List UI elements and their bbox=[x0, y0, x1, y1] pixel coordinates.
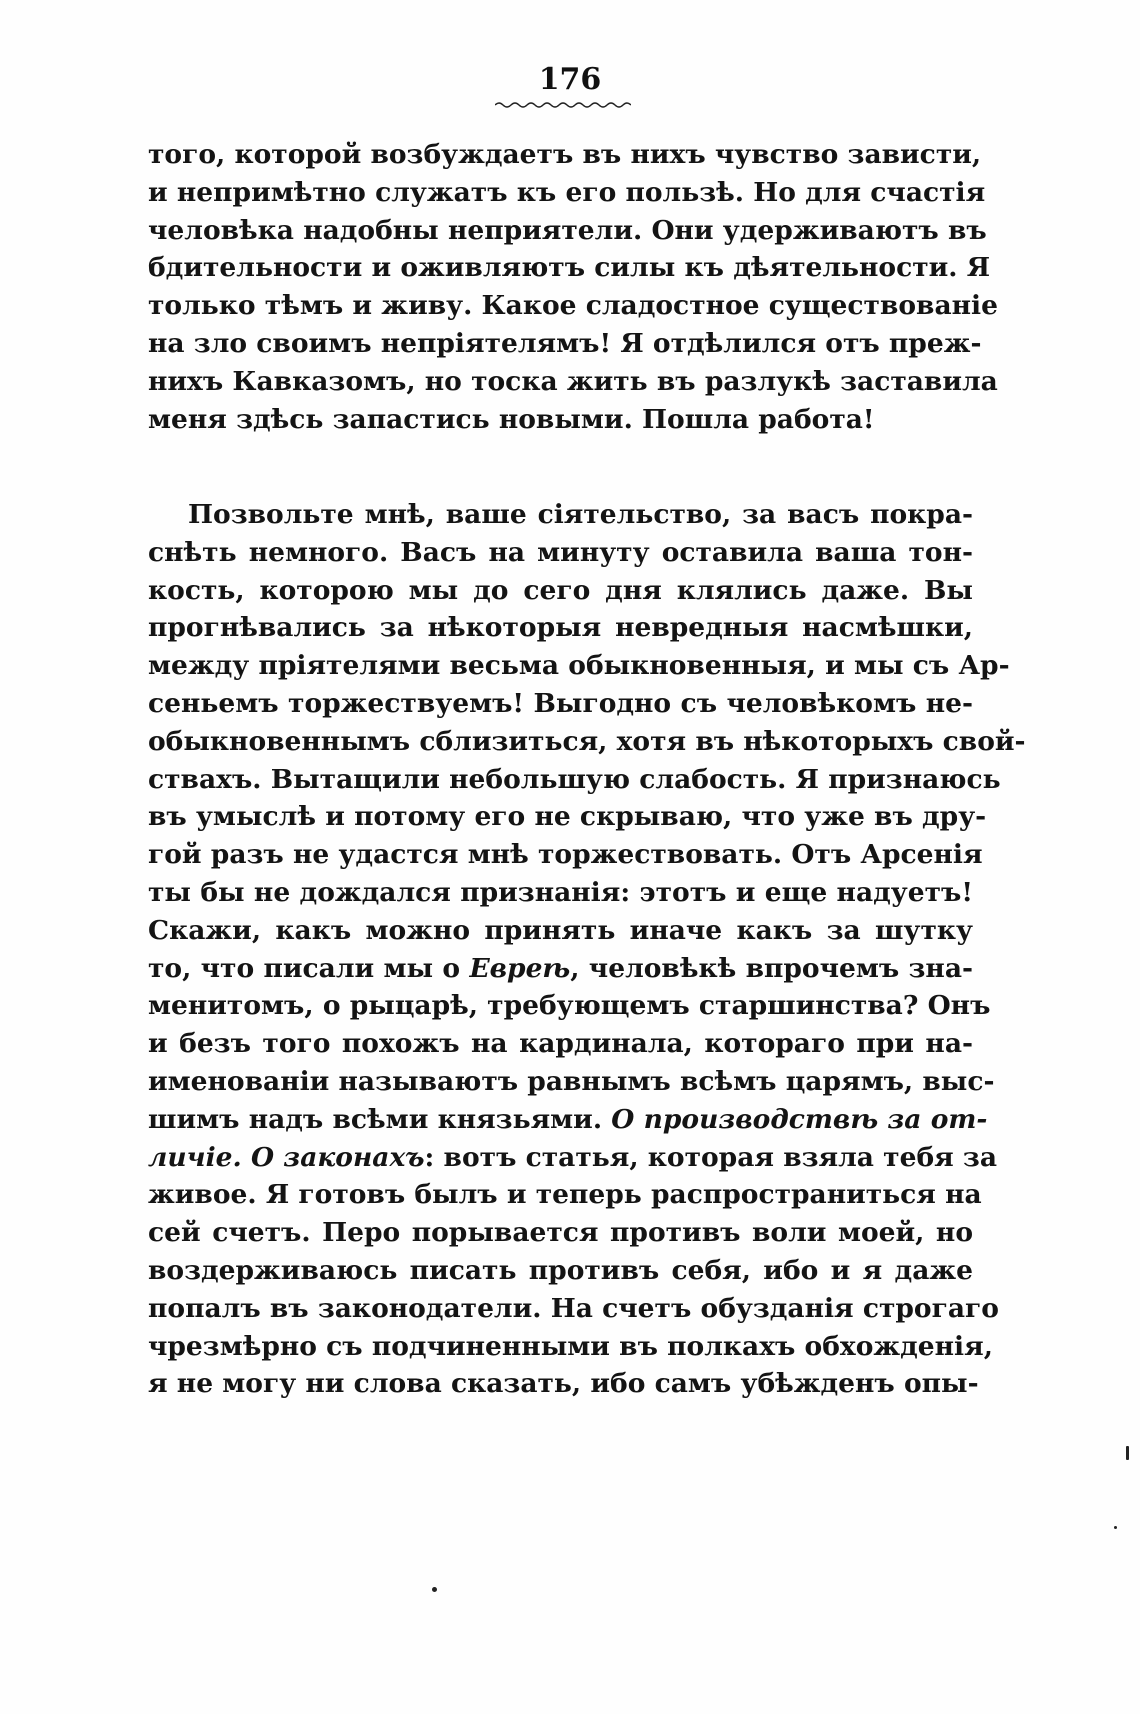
text-line: между пріятелями весьма обыкновенныя, и мы съ Ар- bbox=[148, 650, 1010, 682]
italic-text: Евреѣ bbox=[469, 952, 571, 984]
text-line: бдительности и оживляютъ силы къ дѣятельности. Я bbox=[148, 252, 991, 284]
text-line: только тѣмъ и живу. Какое сладостное существованіе bbox=[148, 290, 998, 322]
wavy-rule-ornament bbox=[495, 100, 631, 110]
text-line: и непримѣтно служатъ къ его пользѣ. Но для счастія bbox=[148, 176, 986, 208]
text-line: менитомъ, о рыцарѣ, требующемъ старшинства? Онъ bbox=[148, 990, 991, 1022]
text-line: прогнѣвались за нѣкоторыя невредныя насмѣшки, bbox=[148, 612, 973, 644]
text-line: ты бы не дождался признанія: этотъ и еще надуетъ! bbox=[148, 876, 973, 908]
text-line: живое. Я готовъ былъ и теперь распространиться на bbox=[148, 1179, 982, 1211]
text-line: воздерживаюсь писать противъ себя, ибо и я даже bbox=[148, 1254, 973, 1286]
page-number: 176 bbox=[538, 62, 602, 97]
text-line: сеньемъ торжествуемъ! Выгодно съ человѣкомъ не- bbox=[148, 687, 973, 719]
print-speck bbox=[432, 1587, 437, 1592]
text-line: попалъ въ законодатели. На счетъ обузданія строгаго bbox=[148, 1292, 999, 1324]
italic-text: личіе. О законахъ bbox=[148, 1141, 425, 1173]
text-line: снѣть немного. Васъ на минуту оставила ваша тон- bbox=[148, 536, 973, 568]
print-speck bbox=[1114, 1526, 1117, 1529]
print-speck bbox=[1126, 1446, 1129, 1460]
text-line: того, которой возбуждаетъ въ нихъ чувство зависти, bbox=[148, 139, 982, 170]
italic-text: О производствѣ за от- bbox=[611, 1103, 988, 1135]
text-line: кость, которою мы до сего дня клялись даже. Вы bbox=[148, 574, 973, 606]
text-line: нихъ Кавказомъ, но тоска жить въ разлукѣ заставила bbox=[148, 365, 998, 397]
paragraph-1 bbox=[148, 136, 998, 438]
text-line: я не могу ни слова сказать, ибо самъ убѣжденъ опы- bbox=[148, 1368, 979, 1400]
text-line: чрезмѣрно съ подчиненными въ полкахъ обхожденія, bbox=[148, 1330, 993, 1362]
text-line: личіе. О законахъ: вотъ статья, которая взяла тебя за bbox=[148, 1141, 998, 1173]
text-line: и безъ того похожъ на кардинала, котораго при на- bbox=[148, 1028, 973, 1060]
text-line: гой разъ не удастся мнѣ торжествовать. Отъ Арсенія bbox=[148, 839, 983, 871]
text-line: то, что писали мы о Евреѣ, человѣкѣ впрочемъ зна- bbox=[148, 952, 973, 984]
text-line: обыкновеннымъ сблизиться, хотя въ нѣкоторыхъ свой- bbox=[148, 725, 1026, 757]
text-line: на зло своимъ непріятелямъ! Я отдѣлился отъ преж- bbox=[148, 327, 982, 359]
text-line: ствахъ. Вытащили небольшую слабость. Я признаюсь bbox=[148, 763, 1001, 795]
text-line: меня здѣсь запастись новыми. Пошла работа! bbox=[148, 403, 875, 435]
text-line: человѣка надобны неприятели. Они удерживаютъ въ bbox=[148, 214, 987, 246]
text-line: Скажи, какъ можно принять иначе какъ за шутку bbox=[148, 914, 973, 946]
text-line: сей счетъ. Перо порывается противъ воли моей, но bbox=[148, 1217, 973, 1249]
paragraph-2 bbox=[148, 496, 1026, 1403]
text-line: Позвольте мнѣ, ваше сіятельство, за васъ покра- bbox=[188, 499, 973, 530]
text-line: именованіи называютъ равнымъ всѣмъ царямъ, выс- bbox=[148, 1065, 995, 1097]
text-line: въ умыслѣ и потому его не скрываю, что уже въ дру- bbox=[148, 801, 987, 833]
text-line: шимъ надъ всѣми князьями. О производствѣ за от- bbox=[148, 1103, 988, 1135]
